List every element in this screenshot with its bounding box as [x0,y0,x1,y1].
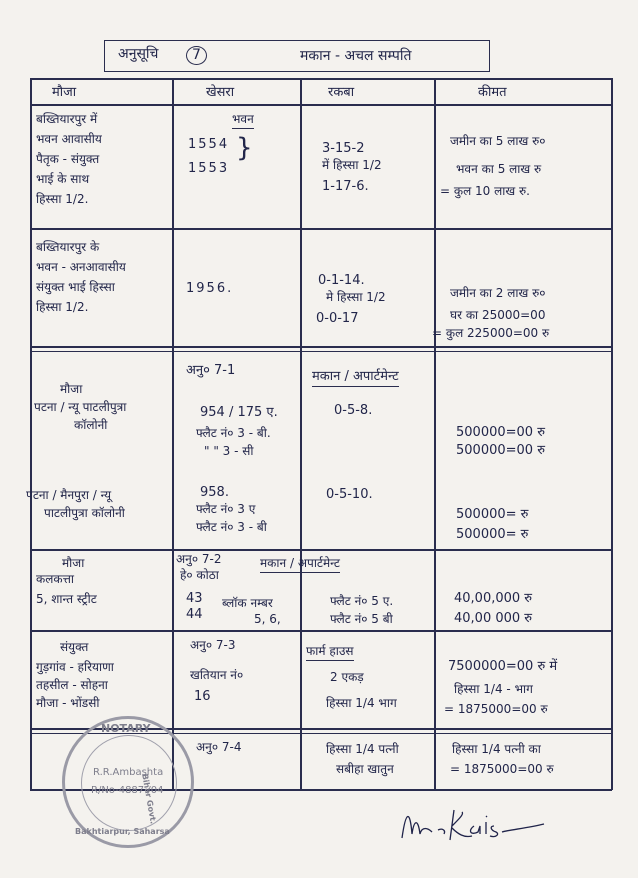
row4-khesra-3: ब्लॉक नम्बर [222,596,273,610]
column-header-rakba: रकबा [328,85,355,100]
row3b-keemat-1: 500000= रु [456,507,529,522]
row3b-khesra-2: फ्लैट नं० 3 ए [196,502,256,516]
row4-rakba-2: फ्लैट नं० 5 बी [330,612,393,626]
row1-mauja-2: भवन आवासीय [36,132,102,146]
row5-khesra-2: 16 [194,689,211,704]
row2-rakba-1: 0-1-14. [318,273,365,288]
row6-section-label: अनु० 7-4 [196,740,242,754]
row3b-khesra-3: फ्लैट नं० 3 - बी [196,520,267,534]
column-header-keemat: कीमत [478,85,507,100]
row-divider-2b [30,351,612,352]
row2-rakba-2: मे हिस्सा 1/2 [326,290,386,304]
row1-khesra-2: 1553 [188,161,230,176]
row4-khesra-2: 44 [186,607,203,622]
row6-keemat-1: हिस्सा 1/4 पत्नी का [452,742,541,756]
row1-brace: } [236,133,253,163]
row4-section-sub: हे० कोठा [180,568,219,582]
table-right-border [611,78,613,790]
row5-mauja-4: मौजा - भोंडसी [36,696,100,710]
row5-keemat-1: 7500000=00 रु में [448,659,558,674]
column-header-khesra: खेसरा [206,85,235,100]
row5-section-label: अनु० 7-3 [190,638,236,652]
schedule-number: 7 [186,46,207,65]
row4-mauja-1: मौजा [62,556,85,570]
row1-mauja-5: हिस्सा 1/2. [36,192,89,206]
row1-mauja-3: पैतृक - संयुक्त [36,152,100,166]
row2-mauja-1: बख्तियारपुर के [36,240,100,254]
row2-rakba-3: 0-0-17 [316,311,359,326]
notary-stamp-name: R.R.Ambashta [93,767,164,778]
row1-mauja-4: भाई के साथ [36,172,90,186]
schedule-prefix: अनुसूचि [118,46,159,62]
notary-stamp-district: Bakhtiarpur, Saharsa [75,827,170,836]
row3b-khesra-1: 958. [200,485,229,500]
row4-keemat-1: 40,00,000 रु [454,591,533,606]
row5-rakba-1: 2 एकड़ [330,670,364,684]
row5-mauja-2: गुड़गांव - हरियाणा [36,660,114,674]
schedule-title: मकान - अचल सम्पति [300,48,412,64]
row-divider-2 [30,346,612,348]
row2-keemat-1: जमीन का 2 लाख रु० [450,286,546,300]
row3-section-title: मकान / अपार्टमेन्ट [312,368,399,387]
row-divider-1 [30,228,612,230]
notary-stamp-ring-text-2: Bihar Govt. [140,773,158,825]
notary-stamp-ring-text: NOTARY [101,722,151,735]
notary-stamp-reg: R/No-4887 /04 [91,785,164,796]
row4-mauja-3: 5, शान्त स्ट्रीट [36,592,97,606]
row3a-khesra-1: 954 / 175 ए. [200,405,278,420]
row5-khesra-1: खतियान नं० [190,668,244,682]
row1-keemat-2: भवन का 5 लाख रु [456,162,542,176]
column-divider-3 [434,78,436,790]
row1-khesra-label: भवन [232,112,254,129]
row3b-mauja-1: पटना / मैनपुरा / न्यू [26,488,112,502]
notary-stamp-inner-ring [81,735,177,831]
row3a-rakba-1: 0-5-8. [334,403,373,418]
row2-mauja-3: संयुक्त भाई हिस्सा [36,280,115,294]
column-divider-2 [300,78,302,790]
table-top-border [30,78,612,80]
signature [398,800,548,850]
row-divider-3 [30,549,612,551]
row5-mauja-1: संयुक्त [60,640,89,654]
row1-rakba-1: 3-15-2 [322,141,365,156]
row3-section-label: अनु० 7-1 [186,363,236,378]
row4-khesra-4: 5, 6, [254,612,281,626]
row3b-keemat-2: 500000= रु [456,527,529,542]
row1-keemat-3: = कुल 10 लाख रु. [440,184,530,198]
row3a-khesra-3: " " 3 - सी [204,444,254,458]
row4-khesra-1: 43 [186,591,203,606]
row5-rakba-2: हिस्सा 1/4 भाग [326,696,397,710]
row2-mauja-2: भवन - अनआवासीय [36,260,126,274]
row1-mauja-1: बख्तियारपुर में [36,112,98,126]
header-box [104,40,490,72]
row3b-mauja-2: पाटलीपुत्रा कॉलोनी [44,506,125,520]
row1-rakba-3: 1-17-6. [322,179,369,194]
row3a-khesra-2: फ्लैट नं० 3 - बी. [196,426,271,440]
row3a-mauja-2: कॉलोनी [74,418,108,432]
row2-mauja-4: हिस्सा 1/2. [36,300,89,314]
row4-section-title: मकान / अपार्टमेन्ट [260,556,340,573]
row2-khesra-1: 1956. [186,281,234,296]
row3-mauja-header: मौजा [60,382,83,396]
row5-keemat-2: हिस्सा 1/4 - भाग [454,682,533,696]
row2-keemat-3: = कुल 225000=00 रु [432,326,550,340]
row4-mauja-2: कलकत्ता [36,572,74,586]
row6-rakba-2: सबीहा खातुन [336,762,394,776]
notary-stamp [62,716,194,848]
row3a-keemat-1: 500000=00 रु [456,425,545,440]
row1-khesra-1: 1554 [188,137,230,152]
table-header-divider [30,104,612,106]
column-header-mauja: मौजा [52,85,77,100]
row3a-mauja-1: पटना / न्यू पाटलीपुत्रा [34,400,127,414]
row6-rakba-1: हिस्सा 1/4 पत्नी [326,742,399,756]
row1-rakba-2: में हिस्सा 1/2 [322,158,382,172]
row2-keemat-2: घर का 25000=00 [450,308,546,322]
table-left-border [30,78,32,790]
row4-keemat-2: 40,00 000 रु [454,611,533,626]
row5-keemat-3: = 1875000=00 रु [444,702,548,716]
row3a-keemat-2: 500000=00 रु [456,443,545,458]
row5-section-title: फार्म हाउस [306,644,354,661]
row4-rakba-1: फ्लैट नं० 5 ए. [330,594,394,608]
row1-keemat-1: जमीन का 5 लाख रु० [450,134,546,148]
column-divider-1 [172,78,174,790]
row-divider-4 [30,630,612,632]
row5-mauja-3: तहसील - सोहना [36,678,108,692]
row4-section-label: अनु० 7-2 [176,552,222,566]
row6-keemat-2: = 1875000=00 रु [450,762,554,776]
row3b-rakba-1: 0-5-10. [326,487,373,502]
